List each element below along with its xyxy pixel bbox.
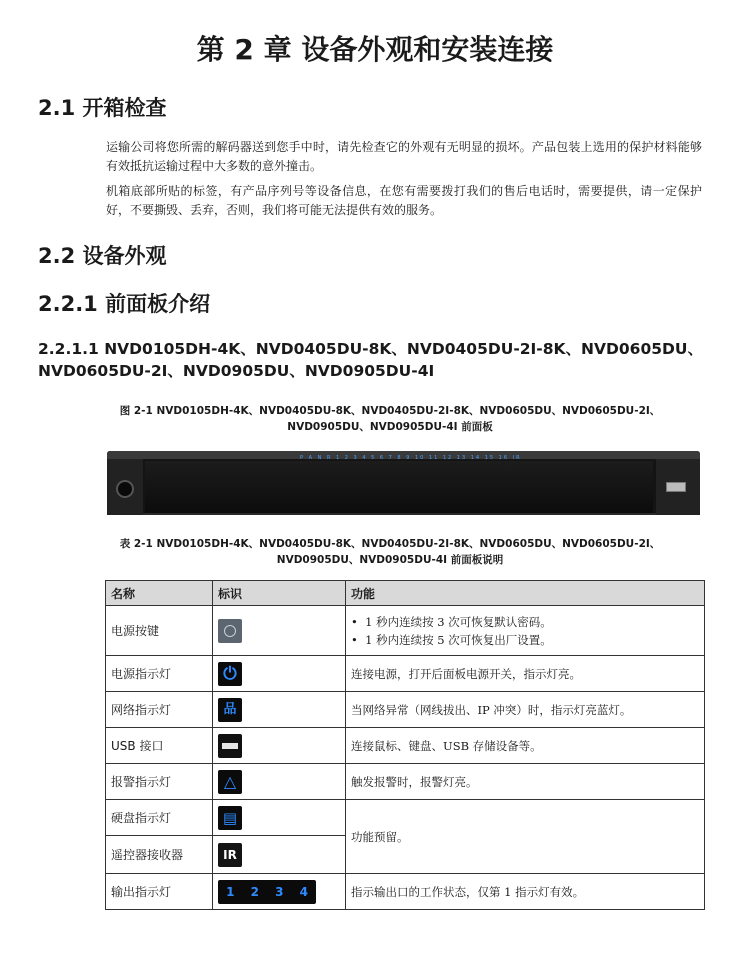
header-function: 功能: [346, 581, 705, 606]
row-icon-cell: [213, 692, 346, 728]
unpacking-paragraph-1: 运输公司将您所需的解码器送到您手中时，请先检查它的外观有无明显的损坏。产品包装上选用的保护材料能够有效抵抗运输过程中大多数的意外撞击。: [106, 140, 702, 173]
table-row: [106, 764, 705, 800]
section-heading-2-2: 2.2 设备外观: [38, 244, 167, 268]
row-name: 电源指示灯: [106, 656, 213, 692]
panel-led-strip: P A N R 1 2 3 4 5 6 7 8 9 10 11 12 13 14 15 16 IR: [300, 455, 522, 461]
output-led-3: 3: [275, 884, 284, 899]
panel-power-button: [116, 480, 134, 498]
row-name: 网络指示灯: [106, 692, 213, 728]
header-name: 名称: [106, 581, 213, 606]
unpacking-paragraph-2: 机箱底部所贴的标签，有产品序列号等设备信息，在您有需要拨打我们的售后电话时，需要提供，请一定保护好，不要撕毁、丢弃，否则，我们将可能无法提供有效的服务。: [106, 184, 702, 217]
row-function: [346, 606, 705, 656]
row-icon-cell: [213, 656, 346, 692]
row-icon-cell: [213, 836, 346, 874]
row-function: 指示输出口的工作状态，仅第 1 指示灯有效。: [346, 874, 705, 910]
output-led-4: 4: [299, 884, 308, 899]
row-function: 连接电源，打开后面板电源开关，指示灯亮。: [346, 656, 705, 692]
row-name: 硬盘指示灯: [106, 800, 213, 836]
alarm-indicator-icon: △: [218, 770, 242, 794]
function-bullet-text: 1 秒内连续按 5 次可恢复出厂设置。: [365, 632, 552, 647]
power-button-icon: [218, 619, 242, 643]
usb-port-icon: [218, 734, 242, 758]
function-bullet: • 1 秒内连续按 3 次可恢复默认密码。: [351, 614, 552, 629]
output-led-2: 2: [250, 884, 259, 899]
row-function: 连接鼠标、键盘、USB 存储设备等。: [346, 728, 705, 764]
table-header-row: [106, 581, 705, 606]
table-row: [106, 656, 705, 692]
header-icon: 标识: [213, 581, 346, 606]
row-function: 功能预留。: [346, 800, 705, 874]
row-icon-cell: [213, 874, 346, 910]
network-indicator-icon: 品: [218, 698, 242, 722]
section-heading-2-2-1: 2.2.1 前面板介绍: [38, 292, 211, 316]
chapter-title: 第 2 章 设备外观和安装连接: [196, 33, 554, 66]
section-heading-2-2-1-1: 2.2.1.1 NVD0105DH-4K、NVD0405DU-8K、NVD0405DU-2I-8K、NVD0605DU、NVD0605DU-2I、NVD0905DU、NVD0905DU-4I: [38, 340, 703, 380]
row-icon-cell: [213, 800, 346, 836]
function-bullet: • 1 秒内连续按 5 次可恢复出厂设置。: [351, 632, 552, 647]
row-function: 触发报警时，报警灯亮。: [346, 764, 705, 800]
front-panel-table: [105, 580, 705, 910]
output-led-1: 1: [226, 884, 235, 899]
table-row: [106, 728, 705, 764]
table-row: [106, 874, 705, 910]
row-icon-cell: [213, 764, 346, 800]
row-name: USB 接口: [106, 728, 213, 764]
table-row: [106, 692, 705, 728]
hdd-indicator-icon: ▤: [218, 806, 242, 830]
table-row: [106, 606, 705, 656]
row-name: 输出指示灯: [106, 874, 213, 910]
panel-front-face: [145, 461, 653, 513]
row-name: 遥控器接收器: [106, 836, 213, 874]
row-name: 电源按键: [106, 606, 213, 656]
figure-caption: 图 2-1 NVD0105DH-4K、NVD0405DU-8K、NVD0405DU-2I-8K、NVD0605DU、NVD0605DU-2I、NVD0905DU、NVD0905DU-4I 前面板: [119, 405, 661, 433]
panel-usb-port: [666, 482, 686, 492]
row-icon-cell: [213, 728, 346, 764]
table-row: [106, 800, 705, 836]
row-name: 报警指示灯: [106, 764, 213, 800]
output-indicator-icon: [218, 880, 316, 904]
power-indicator-icon: ⏻: [218, 662, 242, 686]
function-bullet-text: 1 秒内连续按 3 次可恢复默认密码。: [365, 614, 552, 629]
section-heading-2-1: 2.1 开箱检查: [38, 96, 167, 120]
table-caption: 表 2-1 NVD0105DH-4K、NVD0405DU-8K、NVD0405DU-2I-8K、NVD0605DU、NVD0605DU-2I、NVD0905DU、NVD0905DU-4I 前面板说明: [119, 538, 661, 566]
ir-receiver-icon: IR: [218, 843, 242, 867]
row-icon-cell: [213, 606, 346, 656]
row-function: 当网络异常（网线拔出、IP 冲突）时，指示灯亮蓝灯。: [346, 692, 705, 728]
